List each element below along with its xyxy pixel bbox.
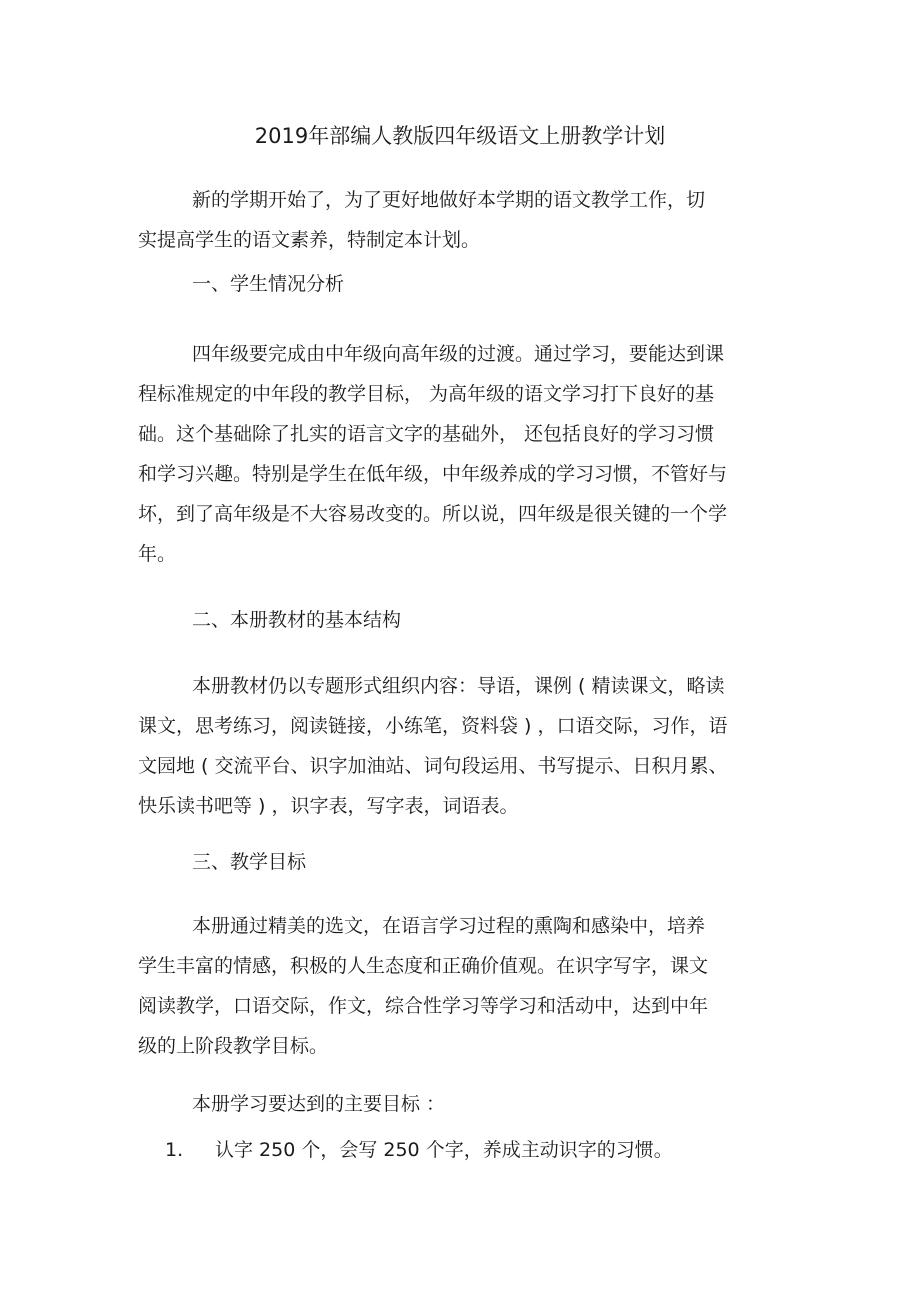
text-line: 新的学期开始了，为了更好地做好本学期的语文教学工作，切 [192, 189, 706, 211]
text-line: 快乐读书吧等 ) ，识字表，写字表，词语表。 [138, 795, 519, 817]
section-heading-1: 一、学生情况分析 [192, 273, 345, 295]
text-line: 四年级要完成由中年级向高年级的过渡。通过学习，要能达到课 [192, 343, 725, 365]
text-line: 学生丰富的情感，积极的人生态度和正确价值观。在识字写字，课文 [138, 955, 709, 977]
text-line: 和学习兴趣。特别是学生在低年级，中年级养成的学习习惯，不管好与 [138, 463, 728, 485]
text-line: 文园地 ( 交流平台、识字加油站、词句段运用、书写提示、日积月累、 [138, 755, 728, 777]
goal-number: 1. [165, 1139, 184, 1161]
intro-paragraph [138, 180, 770, 260]
text-line: 程标准规定的中年段的教学目标， 为高年级的语文学习打下良好的基 [138, 383, 715, 405]
goals-intro: 本册学习要达到的主要目标 ： [192, 1093, 446, 1115]
goal-text: 认字 250 个，会写 250 个字，养成主动识字的习惯。 [215, 1139, 673, 1161]
text-line: 课文，思考练习，阅读链接，小练笔，资料袋 ) ，口语交际，习作，语 [138, 715, 728, 737]
text-line: 年。 [138, 543, 177, 565]
section-heading-3: 三、教学目标 [192, 851, 307, 873]
section3-paragraph [138, 906, 770, 1066]
section2-paragraph [138, 666, 770, 826]
text-line: 实提高学生的语文素养，特制定本计划。 [138, 229, 481, 251]
text-line: 础。这个基础除了扎实的语言文字的基础外， 还包括良好的学习习惯 [138, 423, 715, 445]
text-line: 阅读教学，口语交际，作文，综合性学习等学习和活动中，达到中年 [138, 995, 709, 1017]
document-title: 2019年部编人教版四年级语文上册教学计划 [254, 124, 666, 148]
text-line: 本册通过精美的选文，在语言学习过程的熏陶和感染中，培养 [192, 915, 706, 937]
text-line: 本册教材仍以专题形式组织内容：导语，课例 ( 精读课文，略读 [192, 675, 725, 697]
section-heading-2: 二、本册教材的基本结构 [192, 609, 402, 631]
goal-item-1 [165, 1134, 673, 1166]
text-line: 坏，到了高年级是不大容易改变的。所以说，四年级是很关键的一个学 [138, 503, 728, 525]
section1-paragraph [138, 334, 770, 574]
text-line: 级的上阶段教学目标。 [138, 1035, 329, 1057]
